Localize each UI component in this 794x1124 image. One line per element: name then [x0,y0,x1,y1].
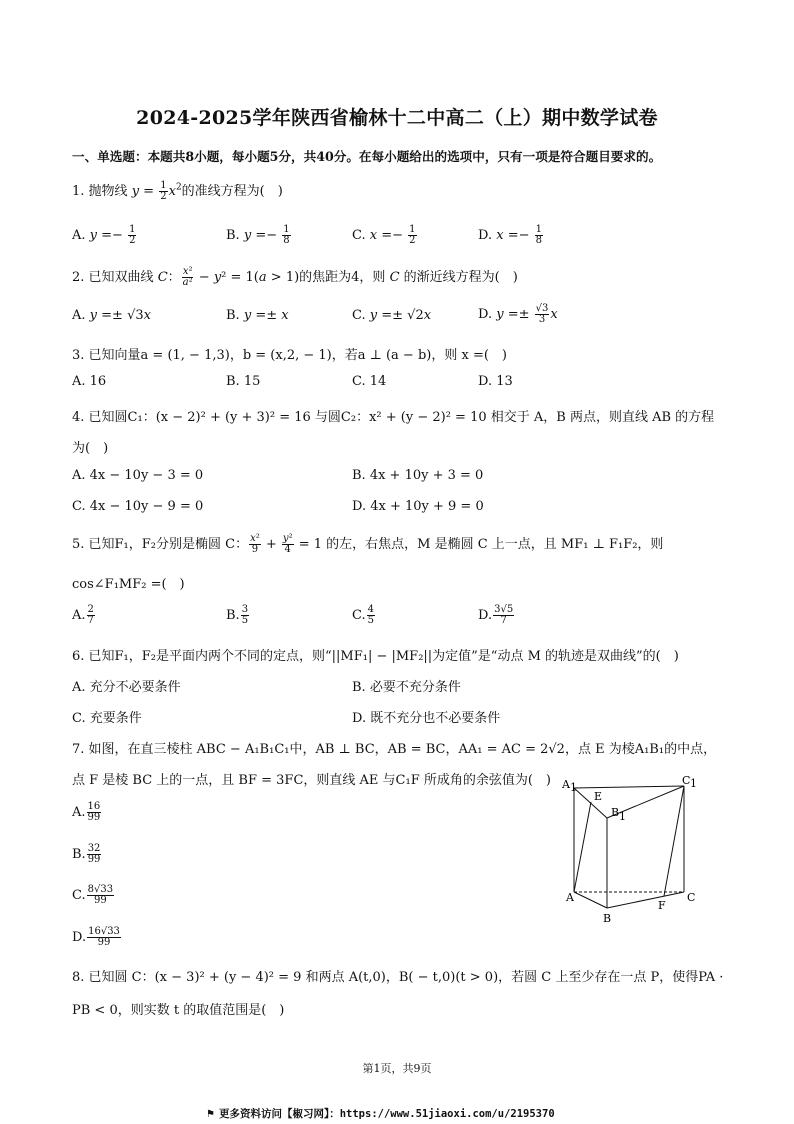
q2-option-a[interactable]: A. y =± √3x [72,308,151,323]
question-8-line-2: PB < 0，则实数 t 的取值范围是( ) [72,1003,285,1018]
q1-option-c[interactable]: C. x =− $\frac{1}{2}$ [352,224,416,246]
q6-option-d[interactable]: D. 既不充分也不必要条件 [352,711,501,726]
label-c: C [687,891,696,904]
q5-option-a[interactable]: A. $\frac{2}{7}$ [72,604,94,626]
q5-option-d[interactable]: D. $\frac{3√5}{7}$ [478,604,514,626]
q4-option-d[interactable]: D. 4x + 10y + 9 = 0 [352,499,484,514]
flag-icon: ⚑ [206,1109,215,1120]
page-footer: 第1页，共9页 [362,1062,432,1075]
prism-figure [562,774,698,926]
q1-option-d[interactable]: D. x =− $\frac{1}{8}$ [478,224,543,246]
label-a: A [566,891,574,904]
svg-text:1: 1 [570,781,577,794]
q1-option-b[interactable]: B. y =− $\frac{1}{8}$ [226,224,290,246]
q5-option-c[interactable]: C. $\frac{4}{5}$ [352,604,374,626]
q4-option-c[interactable]: C. 4x − 10y − 9 = 0 [72,499,204,514]
question-4-line-2: 为( ) [72,441,109,456]
section-heading: 一、单选题：本题共8小题，每小题5分，共40分。在每小题给出的选项中，只有一项是符合题目要求的。 [72,149,662,164]
q4-option-b[interactable]: B. 4x + 10y + 3 = 0 [352,468,484,483]
q7-option-a[interactable]: A. $\frac{16}{99}$ [72,801,101,823]
q6-option-a[interactable]: A. 充分不必要条件 [72,680,181,695]
question-1: 1. 抛物线 y = $\frac{1}{2}$ $x^2$的准线方程为( ) [72,180,283,202]
q7-option-d[interactable]: D. $\frac{16√33}{99}$ [72,926,120,948]
q7-option-c[interactable]: C. $\frac{8√33}{99}$ [72,884,114,906]
label-b1: B [611,806,620,819]
question-8-line-1: 8. 已知圆 C：(x − 3)² + (y − 4)² = 9 和两点 A(t,0)，B( − t,0)(t > 0)，若圆 C 上至少存在一点 P，使得PA · [72,970,724,985]
q3-option-a[interactable]: A. 16 [72,374,107,389]
label-b: B [603,912,612,925]
q6-option-c[interactable]: C. 充要条件 [72,711,142,726]
question-3: 3. 已知向量a = (1, − 1,3)，b = (x,2, − 1)，若a ⊥ (a − b)，则 x =( ) [72,348,507,363]
q3-option-b[interactable]: B. 15 [226,374,261,389]
q1-option-a[interactable]: A. y =− $\frac{1}{2}$ [72,224,136,246]
q3-option-c[interactable]: C. 14 [352,374,387,389]
q2-option-c[interactable]: C. y =± √2x [352,308,432,323]
exam-title: 2024-2025学年陕西省榆林十二中高二（上）期中数学试卷 [136,107,658,129]
svg-text:1: 1 [690,777,697,790]
question-4-line-1: 4. 已知圆C₁：(x − 2)² + (y + 3)² = 16 与圆C₂：x² + (y − 2)² = 10 相交于 A，B 两点，则直线 AB 的方程 [72,410,715,425]
q7-option-b[interactable]: B. $\frac{32}{99}$ [72,843,101,865]
label-e: E [594,790,603,803]
question-6: 6. 已知F₁，F₂是平面内两个不同的定点，则“||MF₁| − |MF₂||为定值”是“动点 M 的轨迹是双曲线”的( ) [72,649,679,664]
bottom-banner[interactable]: ⚑ 更多资料访问【椒习网】：https://www.51jiaoxi.com/u/2195370 [206,1108,555,1120]
q3-option-d[interactable]: D. 13 [478,374,513,389]
q5-option-b[interactable]: B. $\frac{3}{5}$ [226,604,249,626]
question-7-line-1: 7. 如图，在直三棱柱 ABC − A₁B₁C₁中，AB ⊥ BC，AB = BC，AA₁ = AC = 2√2，点 E 为棱A₁B₁的中点， [72,742,717,757]
q2-option-d[interactable]: D. y =± $\frac{√3}{3}$ x [478,303,558,325]
question-5-line-1: 5. 已知F₁，F₂分别是椭圆 C： $\frac{\text{x²}}{9}$ + $\frac{\text{y²}}{4}$ = 1 的左，右焦点，M 是椭圆 C 上一点，且 MF₁ ⊥ F₁F₂，则 [72,533,664,555]
label-c1: C [682,774,691,787]
q2-option-b[interactable]: B. y =± x [226,308,289,323]
label-f: F [658,899,666,912]
q6-option-b[interactable]: B. 必要不充分条件 [352,680,461,695]
q4-option-a[interactable]: A. 4x − 10y − 3 = 0 [72,468,204,483]
question-2: 2. 已知双曲线 C： $\frac{\text{x²}}{\text{a²}}$ − y² = 1(a > 1)的焦距为4，则 C 的渐近线方程为( ) [72,266,518,288]
question-7-line-2: 点 F 是棱 BC 上的一点，且 BF = 3FC，则直线 AE 与C₁F 所成角的余弦值为( ) [72,773,551,788]
question-5-line-2: cos∠F₁MF₂ =( ) [72,577,185,592]
label-a1: A [562,778,570,791]
svg-text:1: 1 [619,810,626,823]
